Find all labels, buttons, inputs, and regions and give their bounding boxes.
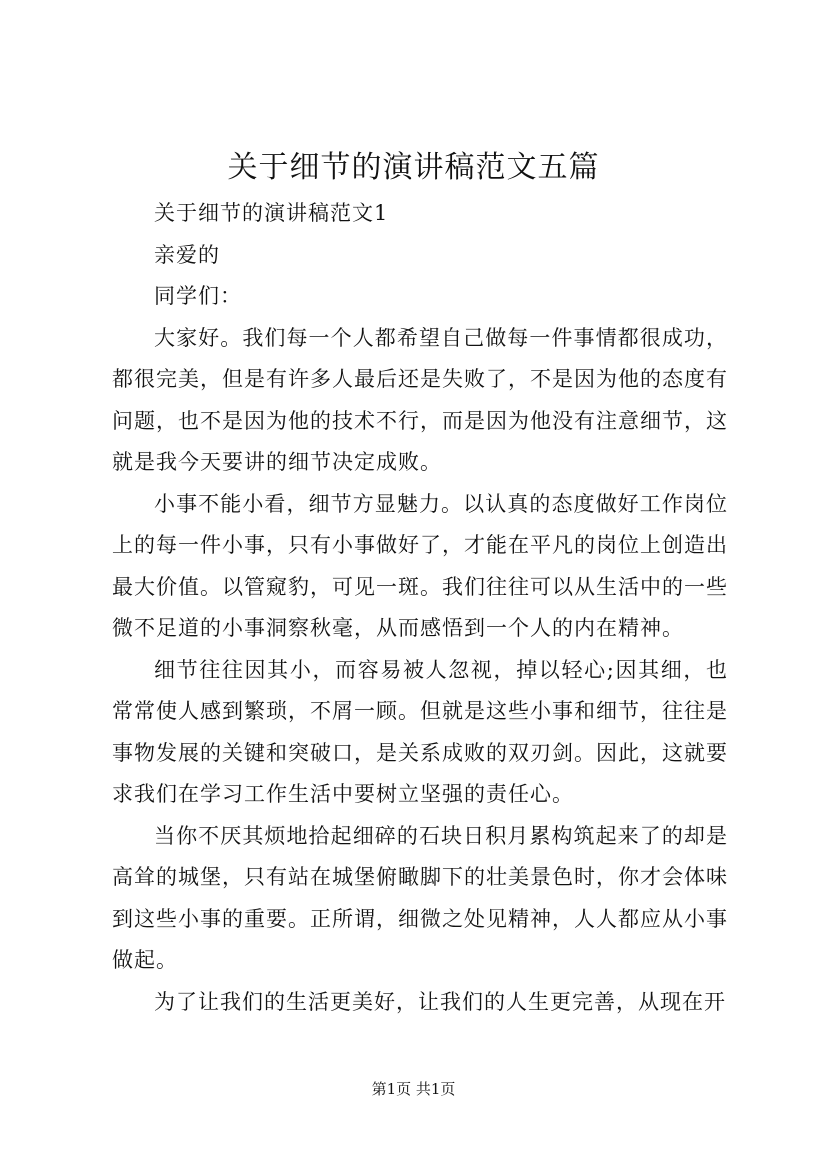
paragraph-body: 小事不能小看，细节方显魅力。以认真的态度做好工作岗位上的每一件小事，只有小事做好了，才能在平凡的岗位上创造出最大价值。以管窥豹，可见一斑。我们往往可以从生活中的一些微不足道的小事洞察秋毫，从而感悟到一个人的内在精神。: [112, 491, 728, 640]
page-number-footer: 第1页 共1页: [371, 1080, 456, 1098]
paragraph-salutation-1: 亲爱的: [154, 242, 220, 267]
paragraph-body: 大家好。我们每一个人都希望自己做每一件事情都很成功，都很完美，但是有许多人最后还是失败了，不是因为他的态度有问题，也不是因为他的技术不行，而是因为他没有注意细节，这就是我今天要讲的细节决定成败。: [112, 325, 728, 474]
paragraph-body: 细节往往因其小，而容易被人忽视，掉以轻心;因其细，也常常使人感到繁琐，不屑一顾。但就是这些小事和细节，往往是事物发展的关键和突破口，是关系成败的双刃剑。因此，这就要求我们在学习工作生活中要树立坚强的责任心。: [112, 657, 728, 806]
paragraph-body: 当你不厌其烦地拾起细碎的石块日积月累构筑起来了的却是高耸的城堡，只有站在城堡俯瞰脚下的壮美景色时，你才会体味到这些小事的重要。正所谓，细微之处见精神，人人都应从小事做起。: [112, 823, 728, 972]
document-title: 关于细节的演讲稿范文五篇: [227, 150, 600, 185]
paragraph-body: 为了让我们的生活更美好，让我们的人生更完善，从现在开: [154, 989, 726, 1014]
paragraph-salutation-2: 同学们：: [154, 284, 242, 308]
paragraph-subtitle: 关于细节的演讲稿范文1: [154, 201, 389, 225]
document-body: [112, 193, 728, 1023]
